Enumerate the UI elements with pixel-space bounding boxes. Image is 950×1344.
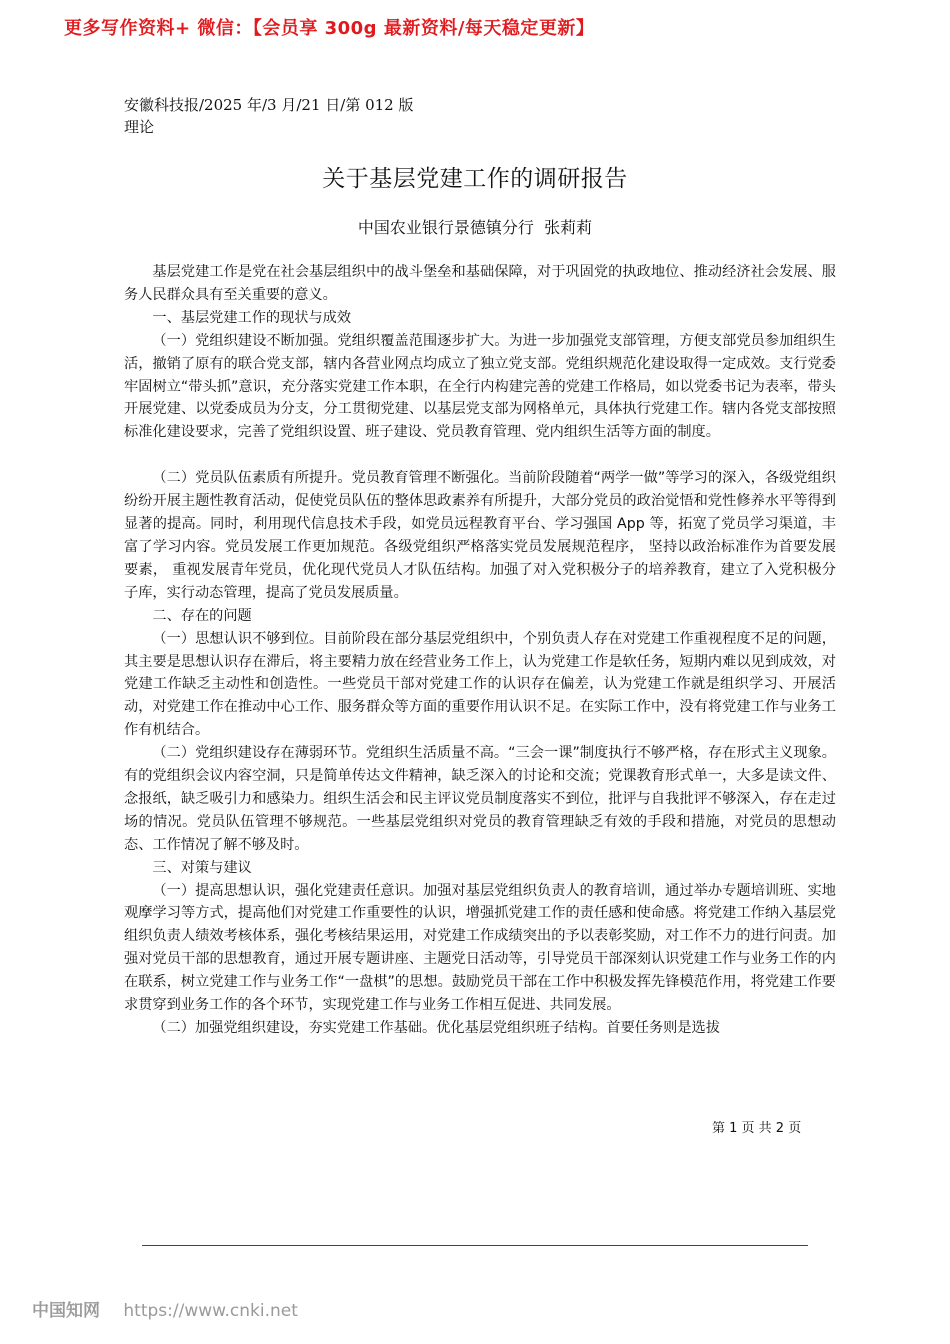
cnki-logo: 中国知网 — [32, 1301, 100, 1321]
paragraph: （二）党组织建设存在薄弱环节。党组织生活质量不高。“三会一课”制度执行不够严格，存在形式主义现象。有的党组织会议内容空洞，只是简单传达文件精神，缺乏深入的讨论和交流；党课教育形式单一，大多是读文件、念报纸，缺乏吸引力和感染力。组织生活会和民主评议党员制度落实不到位，批评与自我批评不够深入，存在走过场的情况。党员队伍管理不够规范。一些基层党组织对党员的教育管理缺乏有效的手段和措施，对党员的思想动态、工作情况了解不够及时。 — [124, 745, 836, 853]
paragraph: （二）加强党组织建设，夯实党建工作基础。优化基层党组织班子结构。首要任务则是选拔 — [152, 1020, 720, 1036]
source-line: 安徽科技报/2025 年/3 月/21 日/第 012 版理论 — [124, 96, 414, 136]
paragraph: （一）提高思想认识，强化党建责任意识。加强对基层党组织负责人的教育培训，通过举办专题培训班、实地观摩学习等方式，提高他们对党建工作重要性的认识，增强抓党建工作的责任感和使命感。将党建工作纳入基层党组织负责人绩效考核体系，强化考核结果运用，对党建工作成绩突出的予以表彰奖励，对工作不力的进行问责。加强对党员干部的思想教育，通过开展专题讲座、主题党日活动等，引导党员干部深刻认识党建工作与业务工作的内在联系，树立党建工作与业务工作“一盘棋”的思想。鼓励党员干部在工作中积极发挥先锋模范作用，将党建工作要求贯穿到业务工作的各个环节，实现党建工作与业务工作相互促进、共同发展。 — [124, 882, 836, 1014]
page-number: 第 1 页 共 2 页 — [712, 1121, 802, 1136]
page-title: 关于基层党建工作的调研报告 — [322, 166, 628, 192]
section-heading-3: 三、对策与建议 — [152, 859, 252, 876]
promo-banner: 更多写作资料+ 微信：【会员享 300g 最新资料/每天稳定更新】 — [64, 18, 595, 39]
paragraph-intro: 基层党建工作是党在社会基层组织中的战斗堡垒和基础保障，对于巩固党的执政地位、推动经济社会发展、服务人民群众具有至关重要的意义。 — [124, 264, 836, 303]
footer-divider — [142, 1245, 808, 1246]
article-body — [124, 261, 836, 1040]
footer-watermark — [32, 1296, 298, 1321]
paragraph: （二）党员队伍素质有所提升。党员教育管理不断强化。当前阶段随着“两学一做”等学习的深入，各级党组织纷纷开展主题性教育活动，促使党员队伍的整体思政素养有所提升，大部分党员的政治觉悟和党性修养水平等得到显著的提高。同时，利用现代信息技术手段，如党员远程教育平台、学习强国 App 等，拓宽了党员学习渠道，丰富了学习内容。党员发展工作更加规范。各级党组织严格落实党员发展规范程序， 坚持以政治标准作为首要发展要素， 重视发展青年党员，优化现代党员人才队伍结构。加强了对入党积极分子的培养教育，建立了入党积极分子库，实行动态管理，提高了党员发展质量。 — [124, 470, 836, 601]
section-heading-2: 二、存在的问题 — [152, 607, 252, 624]
footer-url[interactable]: https://www.cnki.net — [123, 1301, 298, 1321]
paragraph: （一）党组织建设不断加强。党组织覆盖范围逐步扩大。为进一步加强党支部管理，方便支部党员参加组织生活，撤销了原有的联合党支部，辖内各营业网点均成立了独立党支部。党组织规范化建设取得一定成效。支行党委牢固树立“带头抓”意识，充分落实党建工作本职，在全行内构建完善的党建工作格局，如以党委书记为表率，带头开展党建、以党委成员为分支，分工贯彻党建、以基层党支部为网格单元，具体执行党建工作。辖内各党支部按照标准化建设要求，完善了党组织设置、班子建设、党员教育管理、党内组织生活等方面的制度。 — [124, 332, 836, 441]
section-heading-1: 一、基层党建工作的现状与成效 — [152, 309, 352, 326]
author-line: 中国农业银行景德镇分行 张莉莉 — [357, 218, 593, 237]
paragraph: （一）思想认识不够到位。目前阶段在部分基层党组织中，个别负责人存在对党建工作重视程度不足的问题，其主要是思想认识存在滞后，将主要精力放在经营业务工作上，认为党建工作是软任务，短期内难以见到成效，对党建工作缺乏主动性和创造性。一些党员干部对党建工作的认识存在偏差，认为党建工作就是组织学习、开展活动，对党建工作在推动中心工作、服务群众等方面的重要作用认识不足。在实际工作中，没有将党建工作与业务工作有机结合。 — [124, 630, 836, 739]
